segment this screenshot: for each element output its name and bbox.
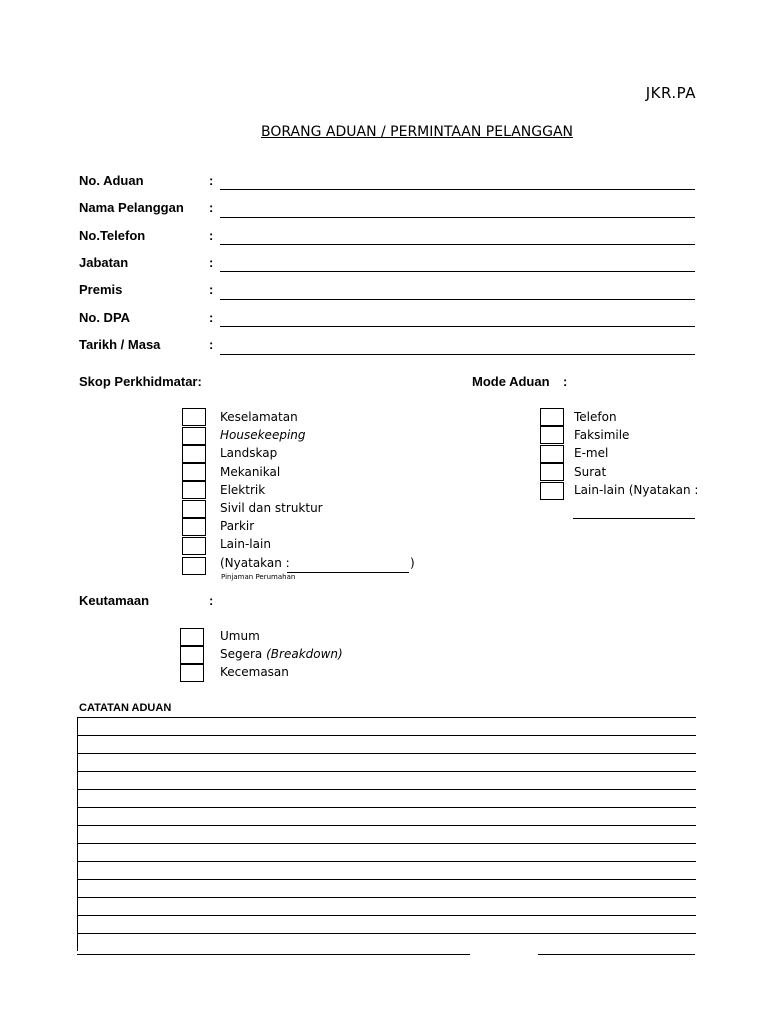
notes-label: CATATAN ADUAN xyxy=(79,702,172,714)
notes-line[interactable] xyxy=(78,735,696,753)
checkbox-kecemasan[interactable] xyxy=(180,664,204,682)
skop-label: Skop Perkhidmatar: xyxy=(79,374,202,389)
checkbox-nyatakan[interactable] xyxy=(182,557,206,575)
checkbox-faksimile[interactable] xyxy=(540,426,564,444)
no-aduan-field[interactable] xyxy=(220,189,695,190)
mode-label: Mode Aduan xyxy=(472,374,550,389)
checkbox-elektrik[interactable] xyxy=(182,481,206,499)
keutamaan-label: Keutamaan xyxy=(79,593,150,608)
option-label-lain-lain-mode: Lain-lain (Nyatakan : xyxy=(574,483,699,497)
notes-line[interactable] xyxy=(78,717,696,735)
notes-line[interactable] xyxy=(78,753,696,771)
tarikh-masa-field[interactable] xyxy=(220,354,695,355)
checkbox-segera[interactable] xyxy=(180,646,204,664)
field-label-no-dpa: No. DPA xyxy=(79,310,131,325)
notes-line[interactable] xyxy=(78,825,696,843)
field-label-no-telefon: No.Telefon xyxy=(79,228,146,243)
option-label-landskap: Landskap xyxy=(220,446,278,460)
nyatakan-close-paren: ) xyxy=(410,556,415,570)
no-dpa-field[interactable] xyxy=(220,326,695,327)
option-label-e-mel: E-mel xyxy=(574,446,609,460)
nyatakan-field[interactable] xyxy=(287,572,409,573)
notes-line[interactable] xyxy=(78,771,696,789)
checkbox-parkir[interactable] xyxy=(182,518,206,536)
field-label-jabatan: Jabatan xyxy=(79,255,129,270)
checkbox-lain-lain[interactable] xyxy=(182,537,206,555)
notes-line[interactable] xyxy=(78,933,696,951)
field-label-tarikh-masa: Tarikh / Masa xyxy=(79,337,161,352)
option-label-telefon: Telefon xyxy=(574,410,617,424)
checkbox-e-mel[interactable] xyxy=(540,445,564,463)
option-label-surat: Surat xyxy=(574,465,607,479)
checkbox-sivil-dan-struktur[interactable] xyxy=(182,500,206,518)
notes-line[interactable] xyxy=(78,843,696,861)
notes-line[interactable] xyxy=(78,879,696,897)
checkbox-lain-lain-mode[interactable] xyxy=(540,482,564,500)
checkbox-telefon[interactable] xyxy=(540,408,564,426)
checkbox-mekanikal[interactable] xyxy=(182,463,206,481)
keutamaan-colon: : xyxy=(209,593,214,608)
option-label-lain-lain: Lain-lain xyxy=(220,537,271,551)
option-label-parkir: Parkir xyxy=(220,519,255,533)
form-title: BORANG ADUAN / PERMINTAAN PELANGGAN xyxy=(261,124,573,140)
option-label-umum: Umum xyxy=(220,629,260,643)
notes-line[interactable] xyxy=(78,789,696,807)
checkbox-umum[interactable] xyxy=(180,628,204,646)
field-colon: : xyxy=(209,173,214,188)
notes-line[interactable] xyxy=(78,915,696,933)
option-label-housekeeping: Housekeeping xyxy=(220,428,306,442)
jabatan-field[interactable] xyxy=(220,271,695,272)
checkbox-landskap[interactable] xyxy=(182,445,206,463)
mode-colon: : xyxy=(563,374,568,389)
field-colon: : xyxy=(209,310,214,325)
notes-area[interactable] xyxy=(77,717,696,951)
option-label-mekanikal: Mekanikal xyxy=(220,465,281,479)
field-label-nama-pelanggan: Nama Pelanggan xyxy=(79,200,184,215)
notes-line[interactable] xyxy=(78,897,696,915)
field-colon: : xyxy=(209,228,214,243)
option-label-sivil-dan-struktur: Sivil dan struktur xyxy=(220,501,323,515)
signature-line-left[interactable] xyxy=(77,954,470,955)
nama-pelanggan-field[interactable] xyxy=(220,217,695,218)
reference-code: JKR.PA xyxy=(645,84,696,102)
checkbox-keselamatan[interactable] xyxy=(182,408,206,426)
option-label-keselamatan: Keselamatan xyxy=(220,410,298,424)
option-label-elektrik: Elektrik xyxy=(220,483,266,497)
field-colon: : xyxy=(209,282,214,297)
field-colon: : xyxy=(209,255,214,270)
option-label-nyatakan: (Nyatakan : xyxy=(220,556,290,570)
option-label-faksimile: Faksimile xyxy=(574,428,630,442)
premis-field[interactable] xyxy=(220,299,695,300)
no-telefon-field[interactable] xyxy=(220,244,695,245)
option-label-kecemasan: Kecemasan xyxy=(220,665,289,679)
signature-line-right[interactable] xyxy=(538,954,695,955)
checkbox-surat[interactable] xyxy=(540,463,564,481)
field-colon: : xyxy=(209,337,214,352)
field-label-premis: Premis xyxy=(79,282,123,297)
option-label-segera xyxy=(220,647,343,661)
nyatakan-footnote: Pinjaman Perumahan xyxy=(221,573,296,581)
checkbox-housekeeping[interactable] xyxy=(182,427,206,445)
lain-lain-mode-field[interactable] xyxy=(573,518,695,519)
field-label-no-aduan: No. Aduan xyxy=(79,173,144,188)
segera-text: Segera xyxy=(220,647,263,661)
notes-line[interactable] xyxy=(78,807,696,825)
field-colon: : xyxy=(209,200,214,215)
segera-note: (Breakdown) xyxy=(266,647,343,661)
notes-line[interactable] xyxy=(78,861,696,879)
